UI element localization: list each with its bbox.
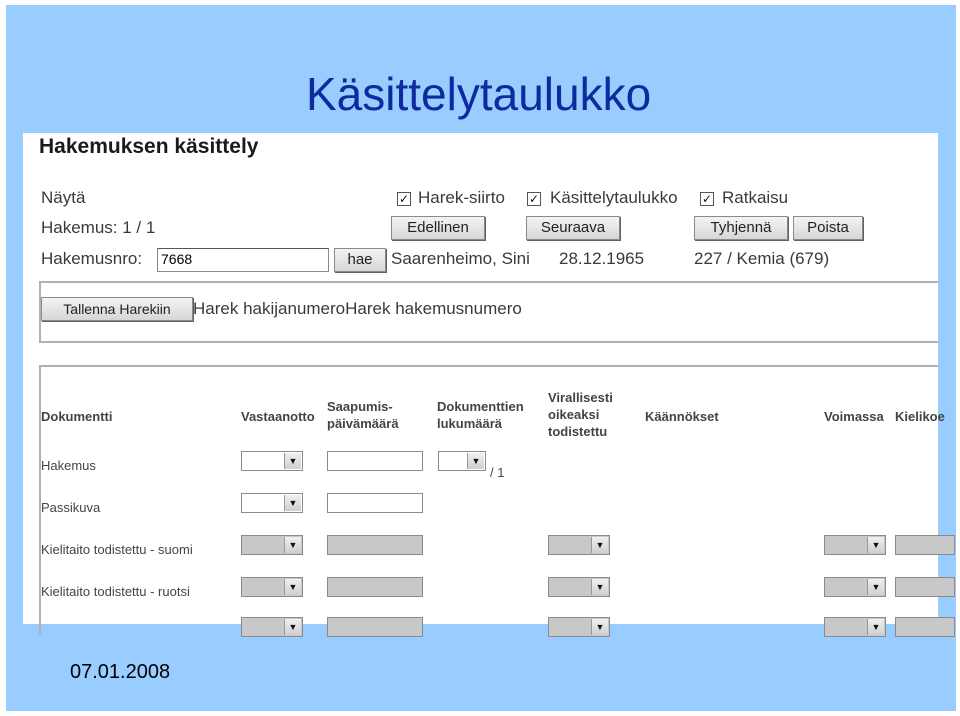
checkbox-harek-siirto[interactable]: ✓	[398, 192, 410, 206]
hakemusnro-input[interactable]: 7668	[157, 248, 329, 272]
col-header-document: Dokumentti	[41, 409, 113, 424]
chevron-down-icon: ▼	[867, 619, 884, 635]
chevron-down-icon: ▼	[591, 579, 608, 595]
table-top-border	[39, 365, 938, 367]
certified-select[interactable]	[548, 577, 610, 597]
harek-info: Harek hakijanumeroHarek hakemusnumero	[193, 299, 522, 318]
doc-count-total: / 1	[490, 465, 505, 480]
application-screenshot	[23, 133, 945, 632]
clear-button[interactable]: Tyhjennä	[694, 216, 788, 240]
slide-date: 07.01.2008	[70, 661, 171, 683]
valid-select[interactable]	[824, 577, 886, 597]
arrival-date-field[interactable]	[327, 493, 423, 513]
slide-title: Käsittelytaulukko	[306, 68, 652, 120]
row-label-kielitaito-suomi: Kielitaito todistettu - suomi	[41, 542, 193, 557]
fetch-button[interactable]: hae	[334, 248, 386, 272]
applicant-birthdate: 28.12.1965	[559, 249, 645, 268]
chevron-down-icon: ▼	[284, 495, 301, 511]
next-button[interactable]: Seuraava	[526, 216, 620, 240]
col-header-certified: Virallisesti oikeaksi todistettu	[548, 390, 613, 439]
checkbox-harek-siirto-label: Harek-siirto	[418, 188, 505, 207]
col-header-received: Vastaanotto	[241, 409, 315, 424]
section-divider-bottom	[39, 341, 938, 343]
arrival-date-field[interactable]	[327, 451, 423, 471]
checkbox-kasittelytaulukko-label: Käsittelytaulukko	[550, 188, 678, 207]
col-header-arrival-date: Saapumis- päivämäärä	[327, 399, 399, 431]
chevron-down-icon: ▼	[867, 537, 884, 553]
save-harek-button[interactable]: Tallenna Harekiin	[41, 297, 193, 321]
row-label-kielitaito-ruotsi: Kielitaito todistettu - ruotsi	[41, 584, 190, 599]
chevron-down-icon: ▼	[467, 453, 484, 469]
chevron-down-icon: ▼	[591, 537, 608, 553]
chevron-down-icon: ▼	[284, 453, 301, 469]
arrival-date-field[interactable]	[327, 617, 423, 637]
nayta-label: Näytä	[41, 188, 86, 207]
slide-background	[6, 5, 956, 711]
arrival-date-field[interactable]	[327, 577, 423, 597]
arrival-date-field[interactable]	[327, 535, 423, 555]
applicant-name: Saarenheimo, Sini	[391, 249, 530, 268]
doc-count-select[interactable]	[438, 451, 486, 471]
previous-button[interactable]: Edellinen	[391, 216, 485, 240]
checkbox-kasittelytaulukko[interactable]: ✓	[528, 192, 540, 206]
checkbox-ratkaisu-label: Ratkaisu	[722, 188, 789, 207]
received-select[interactable]	[241, 451, 303, 471]
received-select[interactable]	[241, 617, 303, 637]
language-test-field[interactable]	[895, 617, 955, 637]
valid-select[interactable]	[824, 617, 886, 637]
delete-button[interactable]: Poista	[793, 216, 863, 240]
form-heading: Hakemuksen käsittely	[39, 135, 259, 158]
language-test-field[interactable]	[895, 535, 955, 555]
received-select[interactable]	[241, 577, 303, 597]
language-test-field[interactable]	[895, 577, 955, 597]
municipality: 227 / Kemia (679)	[694, 249, 830, 268]
certified-select[interactable]	[548, 535, 610, 555]
certified-select[interactable]	[548, 617, 610, 637]
checkbox-ratkaisu[interactable]: ✓	[701, 192, 713, 206]
col-header-valid: Voimassa	[824, 409, 884, 424]
hakemusnro-label: Hakemusnro:	[41, 249, 143, 268]
row-label-passikuva: Passikuva	[41, 500, 101, 515]
section-divider	[39, 281, 938, 283]
row-label-hakemus: Hakemus	[41, 458, 96, 473]
received-select[interactable]	[241, 493, 303, 513]
valid-select[interactable]	[824, 535, 886, 555]
chevron-down-icon: ▼	[591, 619, 608, 635]
received-select[interactable]	[241, 535, 303, 555]
chevron-down-icon: ▼	[284, 537, 301, 553]
hakemus-counter: Hakemus: 1 / 1	[41, 218, 156, 237]
chevron-down-icon: ▼	[284, 579, 301, 595]
chevron-down-icon: ▼	[867, 579, 884, 595]
chevron-down-icon: ▼	[284, 619, 301, 635]
col-header-language: Kielikoe	[895, 409, 945, 424]
col-header-doc-count: Dokumenttien lukumäärä	[437, 399, 524, 431]
col-header-translations: Käännökset	[645, 409, 719, 424]
